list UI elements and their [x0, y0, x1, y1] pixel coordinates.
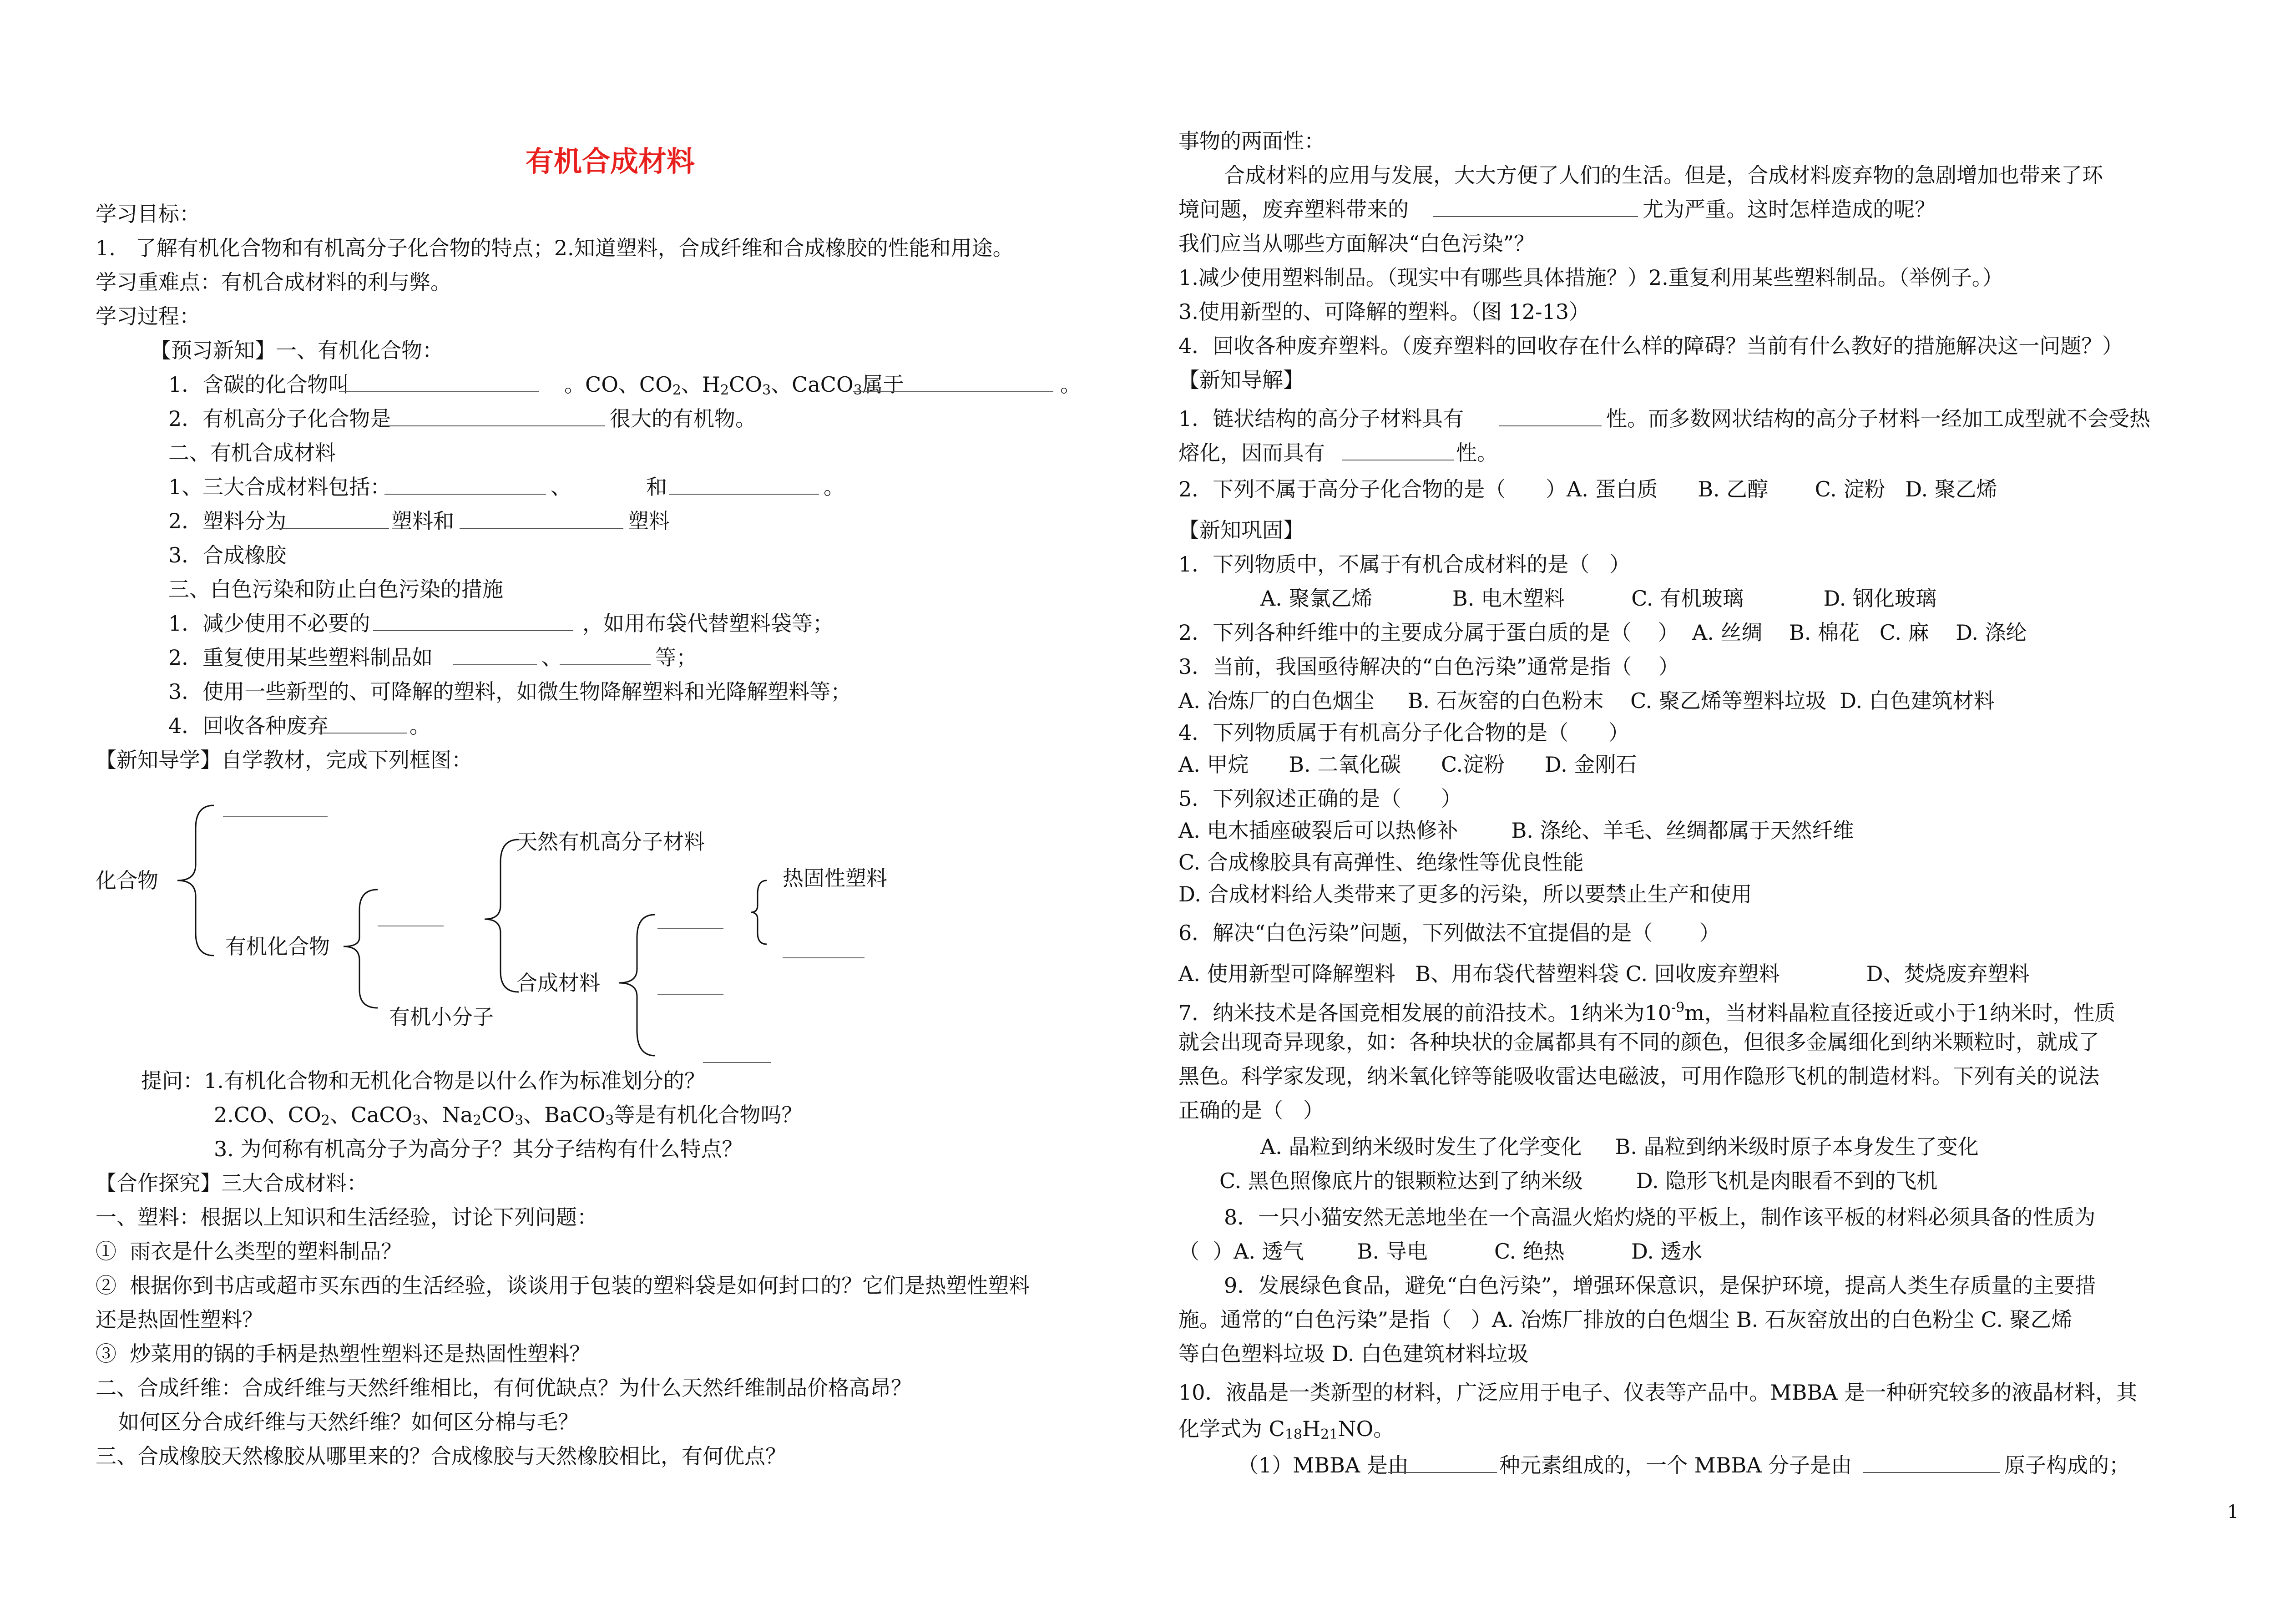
left-text-line: 二、合成纤维：合成纤维与天然纤维相比，有何优缺点？为什么天然纤维制品价格高昂？: [96, 1376, 912, 1400]
right-text-line: 黑色。科学家发现，纳米氧化锌等能吸收雷达电磁波，可用作隐形飞机的制造材料。下列有关的说法: [1178, 1064, 2099, 1088]
left-text-line: ① 雨衣是什么类型的塑料制品？: [96, 1239, 402, 1264]
right-text-line: 施。通常的“白色污染”是指（ ）A. 冶炼厂排放的白色烟尘 B. 石灰窑放出的白色粉尘 C. 聚乙烯: [1178, 1307, 2073, 1332]
left-text-line: 塑料: [628, 509, 670, 533]
left-text-line: 3．使用一些新型的、可降解的塑料，如微生物降解塑料和光降解塑料等；: [168, 679, 852, 704]
left-text-line: 等；: [655, 645, 697, 670]
right-text-line: A. 电木插座破裂后可以热修补 B. 涤纶、羊毛、丝绸都属于天然纤维: [1178, 818, 1854, 843]
left-text-line: ，如用布袋代替塑料袋等；: [582, 611, 834, 636]
left-text-line: 学习目标：: [96, 202, 200, 226]
left-text-line: 2．塑料分为: [168, 509, 287, 533]
right-text-line: C. 黑色照像底片的银颗粒达到了纳米级 D. 隐形飞机是肉眼看不到的飞机: [1219, 1169, 1938, 1193]
page-number: 1: [2227, 1502, 2239, 1523]
left-text-line: 2．有机高分子化合物是: [168, 406, 391, 431]
right-text-line: 4．回收各种废弃塑料。（废弃塑料的回收存在什么样的障碍？当前有什么教好的措施解决这一问题？）: [1178, 334, 2123, 358]
brace-polymer: [485, 840, 519, 992]
left-text-line: 一、塑料：根据以上知识和生活经验，讨论下列问题：: [96, 1205, 598, 1229]
right-text-line: （ ）A. 透气 B. 导电 C. 绝热 D. 透水: [1178, 1239, 1703, 1264]
diagram-root-label: 化合物: [96, 868, 158, 893]
right-text-line: 熔化，因而具有: [1178, 440, 1325, 465]
left-text-line: 三、白色污染和防止白色污染的措施: [168, 577, 503, 602]
right-text-line: 7．纳米技术是各国竞相发展的前沿技术。1纳米为$10^{-9}m$，当材料晶粒直径接近或小于1纳米时，性质: [1178, 1000, 2116, 1025]
right-text-line: 6．解决“白色污染”问题，下列做法不宜提倡的是（ ）: [1178, 921, 1720, 945]
right-text-line: 性。: [1456, 440, 1498, 465]
left-text-line: 。: [410, 713, 430, 738]
brace-root: [177, 805, 214, 956]
left-text-line: 。: [824, 475, 844, 499]
right-text-line: A. 晶粒到纳米级时发生了化学变化 B. 晶粒到纳米级时原子本身发生了变化: [1260, 1134, 1979, 1159]
right-text-line: A. 聚氯乙烯 B. 电木塑料 C. 有机玻璃 D. 钢化玻璃: [1260, 586, 1936, 611]
right-text-line: 等白色塑料垃圾 D. 白色建筑材料垃圾: [1178, 1341, 1529, 1366]
left-text-line: 提问：1.有机化合物和无机化合物是以什么作为标准划分的？: [141, 1068, 705, 1093]
brace-synthetic: [619, 915, 655, 1056]
page-title: 有机合成材料: [526, 145, 695, 178]
left-text-line: 2．重复使用某些塑料制品如: [168, 645, 433, 670]
left-text-line: 3．合成橡胶: [168, 543, 287, 567]
left-text-line: 塑料和: [391, 509, 454, 533]
left-text-line: 4．回收各种废弃: [168, 713, 329, 738]
right-text-line: 3.使用新型的、可降解的塑料。（图 12-13）: [1178, 299, 1590, 324]
right-text-line: 【新知巩固】: [1178, 518, 1304, 542]
right-text-line: 化学式为 $C_{18}H_{21}NO$。: [1178, 1417, 1395, 1442]
left-text-line: 。CO、$CO_2$、$H_2CO_3$、CaCO$_3$属于: [564, 372, 904, 398]
right-text-line: 正确的是（ ）: [1178, 1098, 1324, 1123]
right-text-line: 5．下列叙述正确的是（ ）: [1178, 786, 1462, 811]
brace-plastics: [751, 880, 767, 944]
diagram-synthetic-label: 合成材料: [516, 971, 600, 995]
right-text-line: 2．下列不属于高分子化合物的是（ ）A. 蛋白质 B. 乙醇 C. 淀粉 D. 聚乙烯: [1178, 477, 1997, 501]
diagram-organic-label: 有机化合物: [225, 934, 330, 959]
right-text-line: A. 使用新型可降解塑料 B、用布袋代替塑料袋 C. 回收废弃塑料 D、焚烧废弃塑料: [1178, 961, 2030, 986]
left-text-line: 、: [541, 645, 562, 670]
right-text-line: 1．下列物质中，不属于有机合成材料的是（ ）: [1178, 552, 1631, 577]
left-text-line: 还是热固性塑料？: [96, 1307, 263, 1332]
right-text-line: A. 甲烷 B. 二氧化碳 C.淀粉 D. 金刚石: [1178, 752, 1637, 777]
right-text-line: 10．液晶是一类新型的材料，广泛应用于电子、仪表等产品中。MBBA 是一种研究较多的液晶材料，其: [1178, 1380, 2138, 1405]
left-text-line: 二、有机合成材料: [168, 440, 336, 465]
left-text-line: 1. 了解有机化合物和有机高分子化合物的特点；2.知道塑料，合成纤维和合成橡胶的性能和用途。: [96, 236, 1014, 260]
left-text-line: 1．含碳的化合物叫: [168, 372, 349, 397]
right-text-line: 境问题，废弃塑料带来的: [1178, 197, 1409, 222]
right-text-line: 事物的两面性：: [1178, 129, 1325, 153]
right-text-line: 原子构成的；: [2004, 1453, 2130, 1477]
right-text-line: 种元素组成的，一个 MBBA 分子是由: [1499, 1453, 1852, 1477]
left-text-line: 。: [1060, 372, 1081, 397]
left-text-line: 1．减少使用不必要的: [168, 611, 370, 636]
right-text-line: C. 合成橡胶具有高弹性、绝缘性等优良性能: [1178, 850, 1584, 875]
left-text-line: 很大的有机物。: [610, 406, 756, 431]
right-text-line: 【新知导解】: [1178, 368, 1304, 392]
diagram-thermoset-label: 热固性塑料: [783, 866, 887, 890]
brace-organic: [344, 890, 378, 1008]
right-text-line: 3．当前，我国亟待解决的“白色污染”通常是指（ ）: [1178, 654, 1679, 679]
right-text-line: 4．下列物质属于有机高分子化合物的是（ ）: [1178, 720, 1629, 745]
left-text-line: ② 根据你到书店或超市买东西的生活经验，谈谈用于包装的塑料袋是如何封口的？它们是热塑性塑料: [96, 1273, 1030, 1298]
left-text-line: ③ 炒菜用的锅的手柄是热塑性塑料还是热固性塑料？: [96, 1341, 591, 1366]
diagram-natural-label: 天然有机高分子材料: [516, 830, 705, 854]
left-text-line: 1、三大合成材料包括：: [168, 475, 391, 499]
right-text-line: 合成材料的应用与发展，大大方便了人们的生活。但是，合成材料废弃物的急剧增加也带来了环: [1224, 163, 2103, 187]
left-text-line: 3. 为何称有机高分子为高分子？其分子结构有什么特点？: [214, 1137, 743, 1161]
right-text-line: （1）MBBA 是由: [1238, 1453, 1409, 1477]
left-text-line: 【新知导学】自学教材，完成下列框图：: [96, 748, 472, 772]
right-text-line: 1.减少使用塑料制品。（现实中有哪些具体措施？）2.重复利用某些塑料制品。（举例子。）: [1178, 265, 2003, 290]
right-text-line: 1．链状结构的高分子材料具有: [1178, 406, 1464, 431]
left-text-line: 学习重难点：有机合成材料的利与弊。: [96, 270, 451, 294]
left-text-line: 和: [646, 475, 667, 499]
left-text-line: 2.CO、$CO_2$、CaCO$_3$、$Na_2CO_3$、BaCO$_3$等是有机化合物吗？: [214, 1103, 803, 1128]
left-text-line: 三、合成橡胶天然橡胶从哪里来的？合成橡胶与天然橡胶相比，有何优点？: [96, 1444, 786, 1468]
right-text-line: 性。而多数网状结构的高分子材料一经加工成型就不会受热: [1606, 406, 2150, 431]
right-text-line: 尤为严重。这时怎样造成的呢？: [1643, 197, 1936, 222]
left-text-line: 【合作探究】三大合成材料：: [96, 1171, 368, 1195]
left-text-line: 【预习新知】一、有机化合物：: [150, 338, 443, 363]
left-text-line: 、: [551, 475, 571, 499]
right-text-line: 9．发展绿色食品，避免“白色污染”，增强环保意识，是保护环境，提高人类生存质量的主要措: [1224, 1273, 2096, 1298]
diagram-small-label: 有机小分子: [389, 1005, 494, 1029]
right-text-line: D. 合成材料给人类带来了更多的污染，所以要禁止生产和使用: [1178, 882, 1752, 906]
right-text-line: 8．一只小猫安然无恙地坐在一个高温火焰灼烧的平板上，制作该平板的材料必须具备的性质为: [1224, 1205, 2096, 1229]
left-text-line: 如何区分合成纤维与天然纤维？如何区分棉与毛？: [118, 1410, 579, 1434]
right-text-line: 就会出现奇异现象，如：各种块状的金属都具有不同的颜色，但很多金属细化到纳米颗粒时，就成了: [1178, 1030, 2099, 1054]
right-text-line: 我们应当从哪些方面解决“白色污染”？: [1178, 231, 1535, 256]
right-text-line: A. 冶炼厂的白色烟尘 B. 石灰窑的白色粉末 C. 聚乙烯等塑料垃圾 D. 白色建筑材料: [1178, 688, 1995, 713]
right-text-line: 2．下列各种纤维中的主要成分属于蛋白质的是（ ） A. 丝绸 B. 棉花 C. 麻 D. 涤纶: [1178, 620, 2027, 645]
left-text-line: 学习过程：: [96, 304, 200, 329]
